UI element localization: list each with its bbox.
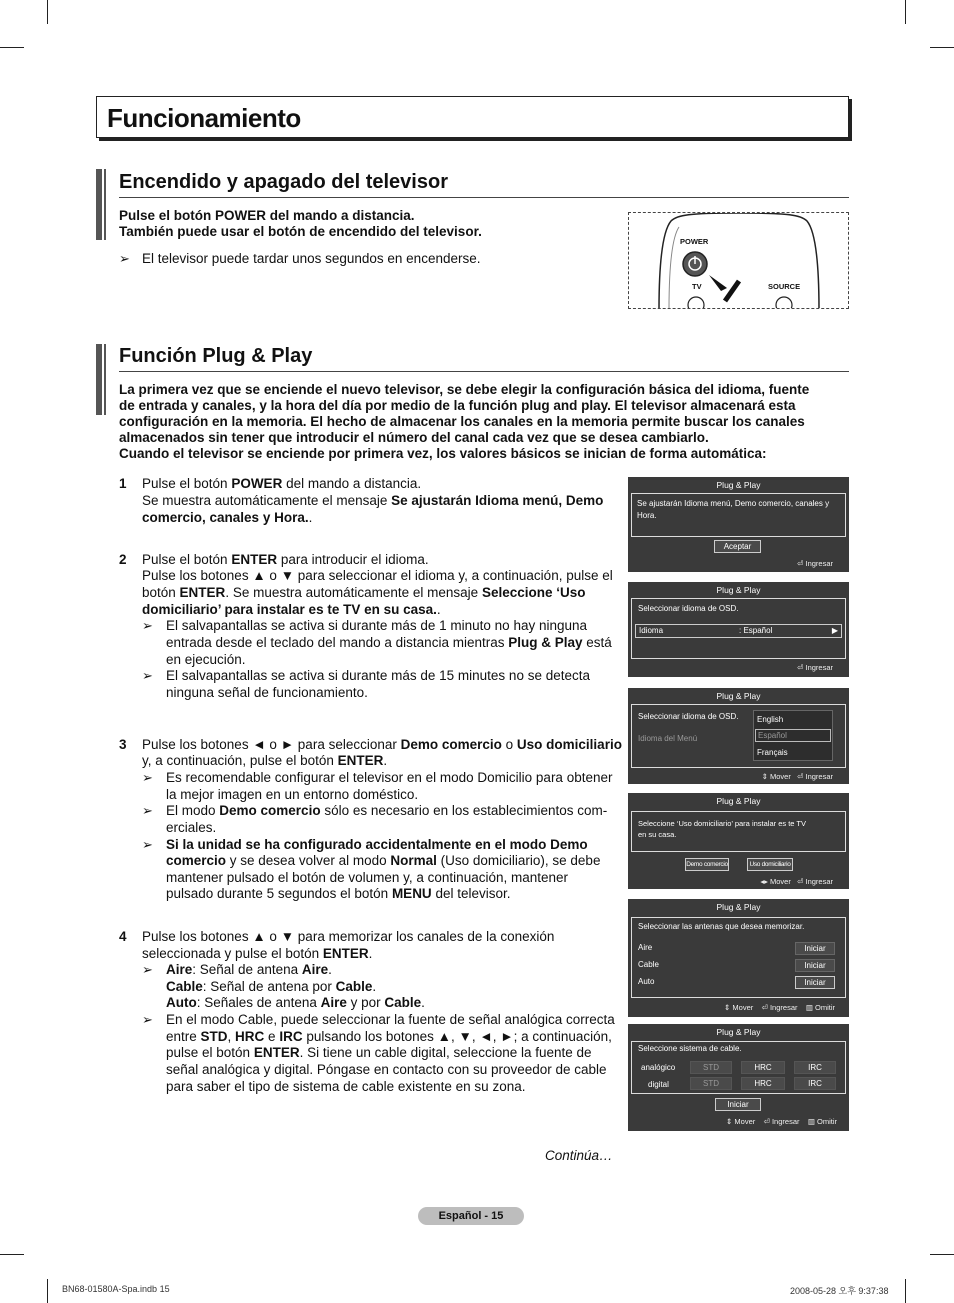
osd-message: Seleccionar idioma de OSD. <box>638 604 739 613</box>
demo-store-button[interactable]: Demo comercio <box>685 858 729 871</box>
section-marker <box>104 169 106 240</box>
section1-line: Pulse el botón POWER del mando a distancia. <box>119 208 415 223</box>
osd-footer: ⏎ Ingresar <box>797 559 833 568</box>
step-line: domiciliario’ para instalar es te TV en su casa.. <box>142 602 441 617</box>
note-line: Si la unidad se ha configurado accidentalmente en el modo Demo <box>166 837 588 852</box>
section-rule <box>119 197 849 198</box>
osd-header: Plug & Play <box>716 691 761 701</box>
crop-mark <box>47 1279 48 1303</box>
step-line: Pulse los botones ◄ o ► para seleccionar Demo comercio o Uso domiciliario <box>142 737 622 752</box>
updown-icon: ⇕ <box>724 1003 733 1012</box>
cable-row-label: digital <box>648 1080 669 1089</box>
section1-line: También puede usar el botón de encendido del televisor. <box>119 224 482 239</box>
osd-header: Plug & Play <box>716 585 761 595</box>
osd-message: Seleccione sistema de cable. <box>638 1044 742 1053</box>
osd-message: Seleccionar las antenas que desea memorizar. <box>638 922 805 931</box>
note-line: ninguna señal de funcionamiento. <box>166 685 368 700</box>
start-button[interactable]: Iniciar <box>715 1098 761 1111</box>
section-title: Encendido y apagado del televisor <box>119 171 448 193</box>
note-line: en ejecución. <box>166 652 246 667</box>
crop-mark <box>47 0 48 24</box>
note-line: erciales. <box>166 820 217 835</box>
language-option[interactable]: English <box>757 715 784 724</box>
note-arrow-icon: ➢ <box>119 251 130 266</box>
note-line: entre STD, HRC e IRC pulsando los botones ▲, ▼, ◄, ►; a continuación, <box>166 1029 612 1044</box>
osd-screen-1 <box>628 477 849 572</box>
crop-mark <box>0 47 24 48</box>
osd-message: Hora. <box>637 511 657 520</box>
osd-screen-3 <box>628 688 849 784</box>
note-arrow-icon: ➢ <box>142 770 153 785</box>
crop-mark <box>905 0 906 24</box>
intro-line: Cuando el televisor se enciende por primera vez, los valores básicos se inician de forma automática: <box>119 446 767 461</box>
leftright-icon: ◂▸ <box>760 877 770 886</box>
note-line: El salvapantallas se activa si durante más de 15 minutes no se detecta <box>166 668 590 683</box>
note-arrow-icon: ➢ <box>142 803 153 818</box>
language-value: : Español <box>739 626 773 635</box>
osd-header: Plug & Play <box>716 480 761 490</box>
footer-date: 2008-05-28 오후 9:37:38 <box>790 1286 889 1296</box>
source-label: SOURCE <box>768 282 801 291</box>
antenna-label: Cable <box>638 960 659 969</box>
enter-icon: ⏎ <box>797 772 806 781</box>
note-line: pulse el botón ENTER. Si tiene un cable digital, seleccione la fuente de <box>166 1045 592 1060</box>
osd-screen-4 <box>628 793 849 889</box>
start-cable-button[interactable]: Iniciar <box>795 959 835 972</box>
note-arrow-icon: ➢ <box>142 668 153 683</box>
osd-screen-2 <box>628 582 849 677</box>
language-selector[interactable] <box>635 624 842 638</box>
arrow-right-icon: ▶ <box>831 626 838 635</box>
home-use-button[interactable]: Uso domiciliario <box>747 858 793 871</box>
power-label: POWER <box>680 237 709 246</box>
std-digital-option[interactable]: STD <box>690 1077 732 1090</box>
note-line: Aire: Señal de antena Aire. <box>166 962 332 977</box>
page-number: Español - 15 <box>418 1207 524 1225</box>
note-line: En el modo Cable, puede seleccionar la fuente de señal analógica correcta <box>166 1012 615 1027</box>
osd-footer: ⇕ Mover ⏎ Ingresar ▥ Omitir <box>724 1003 835 1012</box>
remote-icon <box>629 213 849 309</box>
cable-row-label: analógico <box>641 1063 676 1072</box>
osd-header: Plug & Play <box>716 796 761 806</box>
step-line: Pulse los botones ▲ o ▼ para memorizar los canales de la conexión <box>142 929 555 944</box>
step-number: 2 <box>119 552 127 567</box>
language-option[interactable]: Français <box>757 748 788 757</box>
note-line: entrada desde el teclado del mando a distancia mientras Plug & Play está <box>166 635 612 650</box>
language-option[interactable]: Español <box>755 729 831 742</box>
step-line: comercio, canales y Hora.. <box>142 510 313 525</box>
step-line: Se muestra automáticamente el mensaje Se ajustarán Idioma menú, Demo <box>142 493 604 508</box>
note-line: la mejor imagen en un entorno doméstico. <box>166 787 419 802</box>
step-number: 3 <box>119 737 127 752</box>
section-rule <box>119 371 849 372</box>
note-line: Auto: Señales de antena Aire y por Cable. <box>166 995 425 1010</box>
osd-footer: ⇕ Mover ⏎ Ingresar ▥ Omitir <box>726 1117 837 1126</box>
section1-note: El televisor puede tardar unos segundos en encenderse. <box>142 251 481 266</box>
osd-message: Seleccionar idioma de OSD. <box>638 712 739 721</box>
antenna-label: Auto <box>638 977 655 986</box>
osd-footer: ⏎ Ingresar <box>797 663 833 672</box>
note-line: para saber el tipo de sistema de cable existente en su zona. <box>166 1079 526 1094</box>
crop-mark <box>905 1279 906 1303</box>
intro-line: de entrada y canales, y la hora del día por medio de la función plug and play. El televisor almacenará esta <box>119 398 796 413</box>
intro-line: configuración en la memoria. El hecho de almacenar los canales en la memoria permite buscar los canales <box>119 414 805 429</box>
updown-icon: ⇕ <box>761 772 770 781</box>
skip-icon: ▥ <box>805 1003 815 1012</box>
note-line: comercio y se desea volver al modo Normal (Uso domiciliario), se debe <box>166 853 601 868</box>
note-line: El modo Demo comercio sólo es necesario en los establecimientos com- <box>166 803 608 818</box>
intro-line: almacenados sin tener que introducir el número del canal cada vez que se desea cambiarlo. <box>119 430 709 445</box>
skip-icon: ▥ <box>807 1117 817 1126</box>
note-line: Es recomendable configurar el televisor en el modo Domicilio para obtener <box>166 770 613 785</box>
accept-button[interactable]: Aceptar <box>714 540 761 553</box>
step-line: botón ENTER. Se muestra automáticamente el mensaje Seleccione ‘Uso <box>142 585 586 600</box>
step-line: seleccionada y pulse el botón ENTER. <box>142 946 373 961</box>
osd-footer: ⇕ Mover ⏎ Ingresar <box>761 772 833 781</box>
hrc-digital-option[interactable]: HRC <box>741 1077 785 1090</box>
continued-label: Continúa… <box>545 1148 613 1163</box>
tv-label: TV <box>692 282 702 291</box>
crop-mark <box>930 47 954 48</box>
std-analog-option[interactable]: STD <box>690 1061 732 1074</box>
osd-header: Plug & Play <box>716 1027 761 1037</box>
start-auto-button[interactable]: Iniciar <box>795 976 835 989</box>
note-arrow-icon: ➢ <box>142 1012 153 1027</box>
hrc-analog-option[interactable]: HRC <box>741 1061 785 1074</box>
step-line: Pulse los botones ▲ o ▼ para seleccionar el idioma y, a continuación, pulse el <box>142 568 613 583</box>
enter-icon: ⏎ <box>797 559 806 568</box>
step-line: y, a continuación, pulse el botón ENTER. <box>142 753 388 768</box>
section-title: Función Plug & Play <box>119 345 313 367</box>
language-label: Idioma <box>639 626 664 635</box>
irc-digital-option[interactable]: IRC <box>794 1077 836 1090</box>
remote-illustration <box>628 212 849 309</box>
section-marker <box>104 344 106 415</box>
note-line: El salvapantallas se activa si durante más de 1 minuto no hay ninguna <box>166 618 588 633</box>
note-line: señal analógica y digital. Póngase en contacto con su proveedor de cable <box>166 1062 607 1077</box>
step-line: Pulse el botón POWER del mando a distancia. <box>142 476 422 491</box>
note-arrow-icon: ➢ <box>142 962 153 977</box>
crop-mark <box>0 1254 24 1255</box>
enter-icon: ⏎ <box>761 1003 770 1012</box>
step-number: 1 <box>119 476 127 491</box>
step-line: Pulse el botón ENTER para introducir el idioma. <box>142 552 429 567</box>
step-number: 4 <box>119 929 127 944</box>
osd-message: Seleccione ‘Uso domiciliario’ para instalar es te TV <box>638 819 806 828</box>
note-line: mantener pulsado el botón de volumen y, a continuación, mantener <box>166 870 569 885</box>
osd-header: Plug & Play <box>716 902 761 912</box>
page-title: Funcionamiento <box>107 103 301 133</box>
note-arrow-icon: ➢ <box>142 837 153 852</box>
main-title-box <box>96 96 849 138</box>
enter-icon: ⏎ <box>797 663 806 672</box>
enter-icon: ⏎ <box>763 1117 772 1126</box>
section-marker <box>96 344 102 415</box>
enter-icon: ⏎ <box>797 877 806 886</box>
section-marker <box>96 169 102 240</box>
osd-screen-5 <box>628 899 849 1017</box>
menu-language-label: Idioma del Menú <box>638 734 698 743</box>
antenna-label: Aire <box>638 943 653 952</box>
start-air-button[interactable]: Iniciar <box>795 942 835 955</box>
osd-message: Se ajustarán Idioma menú, Demo comercio, canales y <box>637 499 830 508</box>
intro-line: La primera vez que se enciende el nuevo televisor, se debe elegir la configuración básica del idioma, fuente <box>119 382 810 397</box>
osd-screen-6 <box>628 1024 849 1131</box>
osd-message: en su casa. <box>638 830 677 839</box>
note-line: Cable: Señal de antena por Cable. <box>166 979 377 994</box>
irc-analog-option[interactable]: IRC <box>794 1061 836 1074</box>
note-line: pulsado durante 5 segundos el botón MENU del televisor. <box>166 886 511 901</box>
updown-icon: ⇕ <box>726 1117 735 1126</box>
crop-mark <box>930 1254 954 1255</box>
footer-file: BN68-01580A-Spa.indb 15 <box>62 1284 170 1294</box>
note-arrow-icon: ➢ <box>142 618 153 633</box>
language-dropdown[interactable] <box>753 710 833 761</box>
osd-footer: ◂▸ Mover ⏎ Ingresar <box>760 877 833 886</box>
